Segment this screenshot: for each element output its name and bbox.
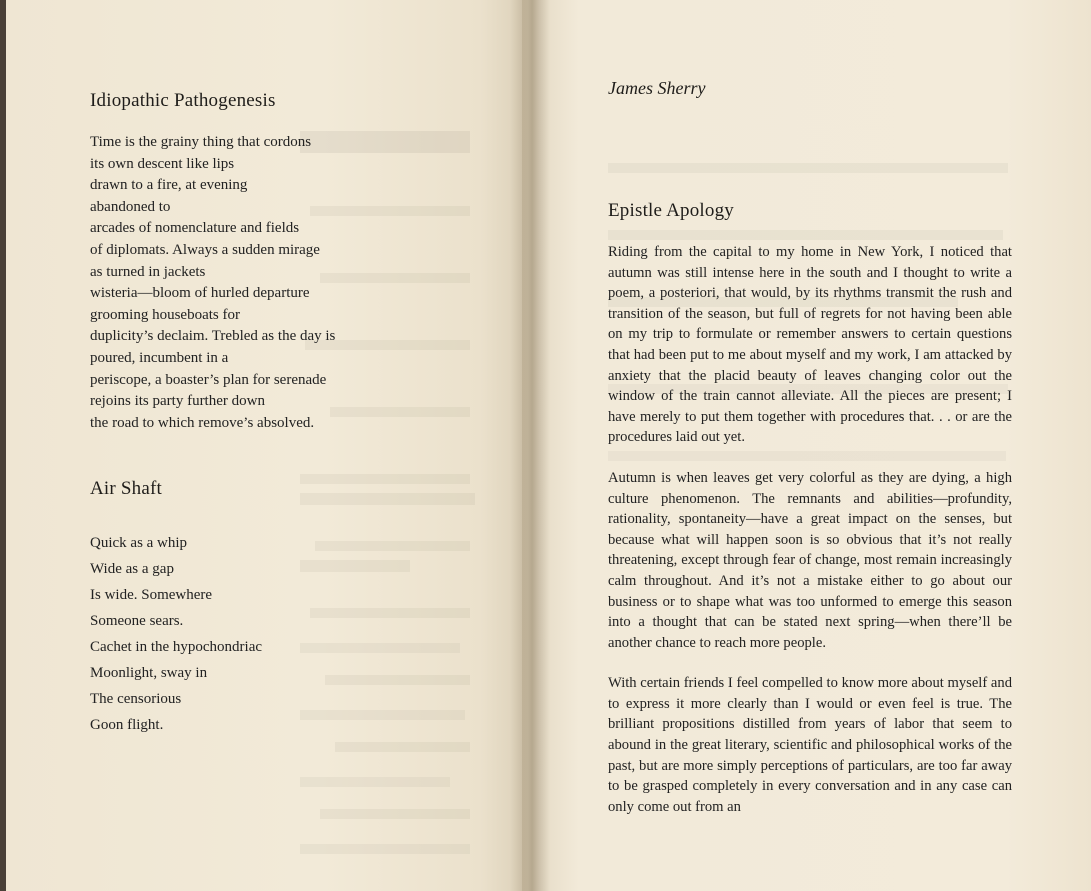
poem-line: poured, incumbent in a <box>90 349 229 366</box>
page-edge-shadow <box>0 0 6 891</box>
poem-title-air-shaft: Air Shaft <box>90 478 162 499</box>
essay-paragraph: Autumn is when leaves get very colorful as they are dying, a high culture phenomenon. The remnants and abilities—profundity, rationality, spontaneity—have a great impact on the senses, but because what will happen soon is so obvious that it’s not really threatening, except through fear of change, most remain increasingly calm throughout. And it’s not a mistake either to go about our business or to shape what was too unformed to emerge this season into a thought that can be stated next spring—when there’ll be another chance to reach more people. <box>608 469 1012 651</box>
poem-line: Time is the grainy thing that cordons <box>90 134 312 150</box>
poem-line: abandoned to <box>90 198 171 215</box>
poem-line: of diplomats. Always a sudden mirage <box>90 241 320 258</box>
poem-line: Wide as a gap <box>90 561 174 577</box>
right-page <box>522 0 1091 891</box>
essay-body <box>608 242 1012 817</box>
poem-body-air-shaft <box>90 530 262 738</box>
poem-line: The censorious <box>90 691 182 707</box>
poem-line: Is wide. Somewhere <box>90 587 213 603</box>
poem-line: rejoins its party further down <box>90 393 265 410</box>
poem-line: Goon flight. <box>90 717 164 733</box>
poem-line: its own descent like lips <box>90 155 235 172</box>
essay-title-epistle-apology: Epistle Apology <box>608 200 734 221</box>
poem-line: Moonlight, sway in <box>90 665 208 681</box>
essay-paragraph: Riding from the capital to my home in New York, I noticed that autumn was still intense here in the south and I thought to write a poem, a posteriori, that would, by its rhythms transmit the rush and transition of the season, but full of regrets for not having been able on my trip to formulate or remember answers to certain questions that had been put to me about myself and my work, I am attacked by anxiety that the placid beauty of leaves changing color out the window of the train cannot alleviate. All the pieces are present; I have merely to put them together with procedures that. . . or are the procedures laid out yet. <box>608 244 1012 446</box>
show-through-left-2 <box>300 448 475 891</box>
poem-body-idiopathic-pathogenesis <box>90 132 335 434</box>
poem-line: grooming houseboats for <box>90 306 240 323</box>
poem-line: Cachet in the hypochondriac <box>90 639 263 655</box>
poem-line: wisteria—bloom of hurled departure <box>90 285 310 302</box>
poem-line: periscope, a boaster’s plan for serenade <box>90 371 327 388</box>
poem-line: Someone sears. <box>90 613 184 629</box>
poem-line: drawn to a fire, at evening <box>90 177 248 194</box>
poem-line: the road to which remove’s absolved. <box>90 414 315 431</box>
running-head-author: James Sherry <box>608 78 706 98</box>
left-page <box>0 0 534 891</box>
poem-line: Quick as a whip <box>90 535 188 551</box>
poem-line: arcades of nomenclature and fields <box>90 220 300 237</box>
poem-line: duplicity’s declaim. Trebled as the day is <box>90 328 336 345</box>
poem-line: as turned in jackets <box>90 263 206 280</box>
poem-title-idiopathic-pathogenesis: Idiopathic Pathogenesis <box>90 90 276 111</box>
essay-paragraph: With certain friends I feel compelled to know more about myself and to express it more clearly than I would or even feel is true. The brilliant propositions distilled from years of labor that seem to abound in the great literary, scientific and philosophical works of the past, but are more simply perceptions of particulars, are too far away to be grasped completely in every conversation and in any case can only come out from an <box>608 675 1012 815</box>
